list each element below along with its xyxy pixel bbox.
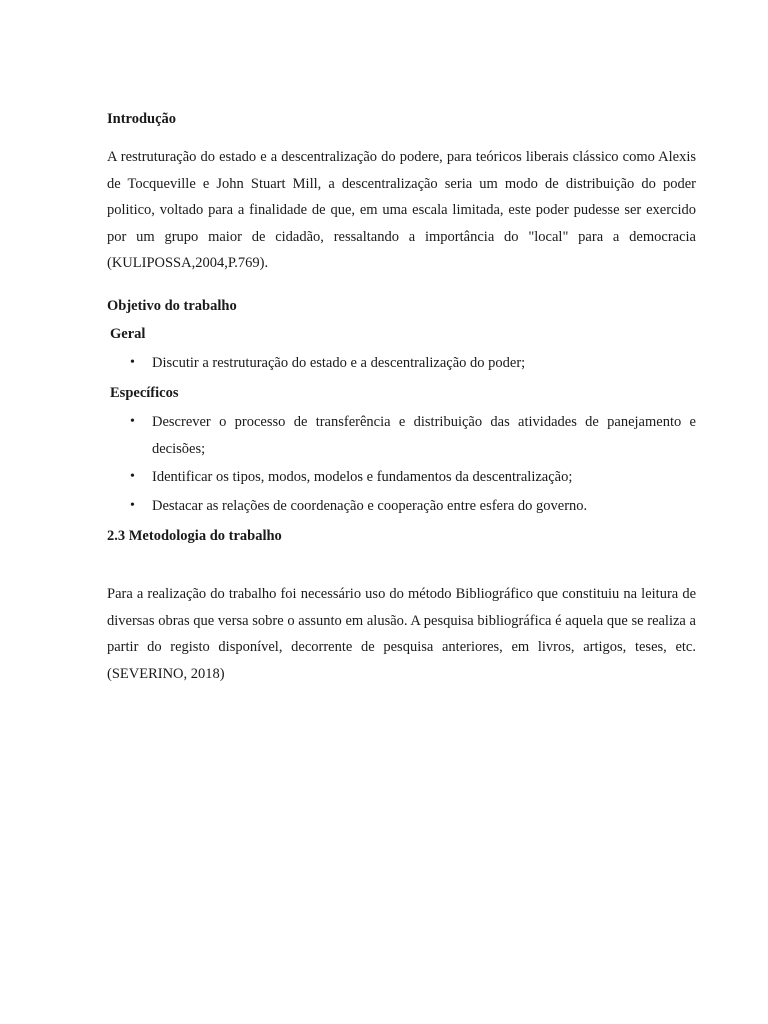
list-item	[107, 409, 696, 462]
list-item-text: Discutir a restruturação do estado e a descentralização do poder;	[152, 354, 526, 371]
list-item	[107, 350, 696, 377]
general-subheading: Geral	[110, 325, 146, 342]
intro-heading: Introdução	[107, 111, 177, 127]
specific-list	[107, 409, 696, 519]
methodology-heading: 2.3 Metodologia do trabalho	[107, 528, 282, 544]
objective-heading: Objetivo do trabalho	[107, 297, 237, 314]
document-content	[107, 108, 696, 687]
specific-subheading: Específicos	[110, 385, 179, 401]
list-item-text: Destacar as relações de coordenação e cooperação entre esfera do governo.	[152, 497, 588, 514]
general-list	[107, 350, 696, 377]
list-item-text: Descrever o processo de transferência e distribuição das atividades de panejamento e decisões;	[152, 414, 696, 457]
bullet-icon: •	[130, 354, 135, 370]
bullet-icon: •	[130, 469, 135, 484]
intro-paragraph: A restruturação do estado e a descentralização do podere, para teóricos liberais clássico como Alexis de Tocqueville e John Stuart Mill, a descentralização seria um modo de distribuição do poder politico, voltado para a finalidade de que, em uma escala limitada, este poder pudesse ser exercido por um grupo maior de cidadão, ressaltando a importância do "local" para a democracia (KULIPOSSA,2004,P.769).	[107, 149, 696, 271]
bullet-icon: •	[130, 497, 135, 513]
list-item	[107, 464, 696, 491]
list-item	[107, 493, 696, 520]
methodology-paragraph: Para a realização do trabalho foi necessário uso do método Bibliográfico que constituiu na leitura de diversas obras que versa sobre o assunto em alusão. A pesquisa bibliográfica é aquela que se realiza a partir do registo disponível, decorrente de pesquisa anteriores, em livros, artigos, teses, etc. (SEVERINO, 2018)	[107, 586, 696, 682]
list-item-text: Identificar os tipos, modos, modelos e fundamentos da descentralização;	[152, 469, 573, 485]
bullet-icon: •	[130, 414, 135, 429]
